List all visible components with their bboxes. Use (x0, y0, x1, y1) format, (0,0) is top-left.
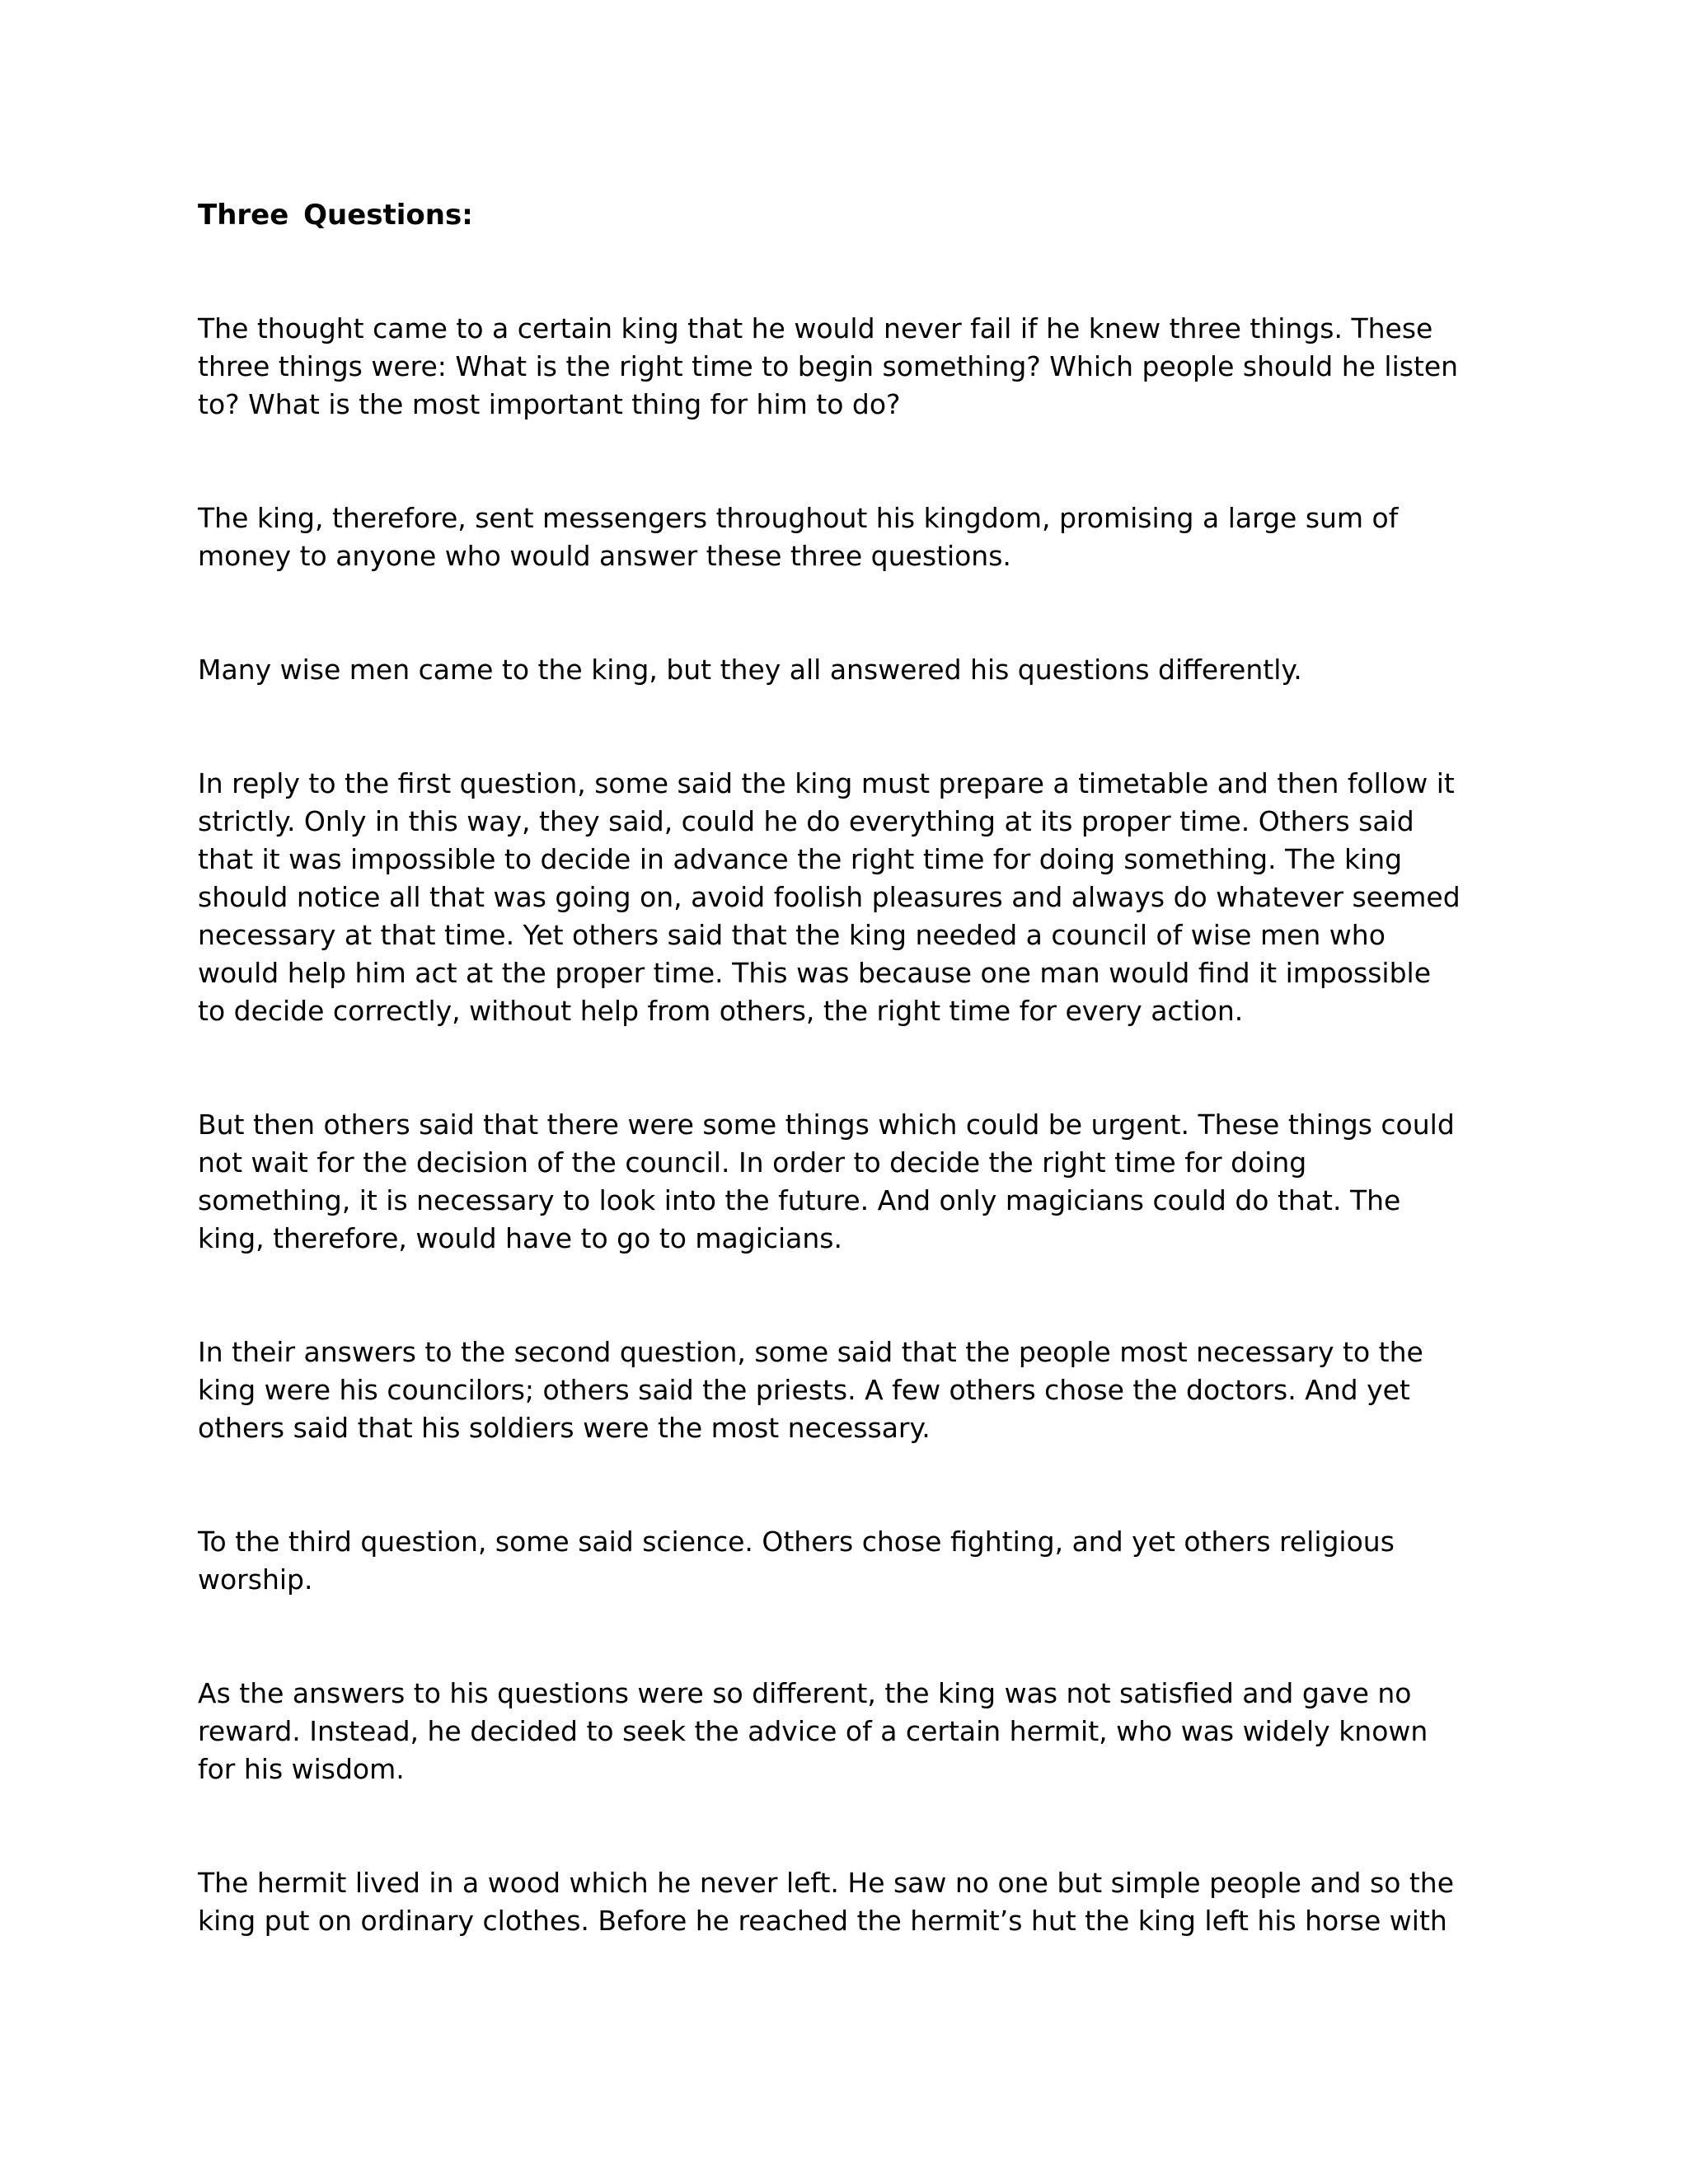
paragraph-6 (198, 1333, 1500, 1447)
text-line: to? What is the most important thing for him to do? (198, 388, 901, 420)
text-line: others said that his soldiers were the most necessary. (198, 1412, 931, 1444)
text-line: not wait for the decision of the council. In order to decide the right time for doing (198, 1146, 1307, 1179)
text-line: In reply to the first question, some said the king must prepare a timetable and then follow it (198, 767, 1455, 799)
text-line: to decide correctly, without help from others, the right time for every action. (198, 995, 1244, 1027)
text-line: worship. (198, 1563, 313, 1596)
paragraph-8 (198, 1675, 1500, 1788)
text-line: king were his councilors; others said the priests. A few others chose the doctors. And yet (198, 1374, 1410, 1406)
text-line: reward. Instead, he decided to seek the advice of a certain hermit, who was widely known (198, 1715, 1428, 1747)
text-line: The thought came to a certain king that he would never fail if he knew three things. These (198, 312, 1433, 344)
document-title: Three Questions: (198, 199, 473, 232)
paragraph-2 (198, 499, 1500, 575)
text-line: As the answers to his questions were so different, the king was not satisfied and gave no (198, 1677, 1412, 1709)
text-line: something, it is necessary to look into the future. And only magicians could do that. The (198, 1184, 1401, 1216)
text-line: strictly. Only in this way, they said, could he do everything at its proper time. Others said (198, 805, 1414, 837)
text-line: necessary at that time. Yet others said that the king needed a council of wise men who (198, 919, 1386, 951)
text-line: king, therefore, would have to go to magicians. (198, 1222, 842, 1254)
text-line: should notice all that was going on, avoid foolish pleasures and always do whatever seemed (198, 881, 1461, 913)
text-line: king put on ordinary clothes. Before he reached the hermit’s hut the king left his horse with (198, 1905, 1447, 1937)
text-line: But then others said that there were some things which could be urgent. These things could (198, 1108, 1455, 1141)
document-body (198, 196, 1500, 1940)
text-line: To the third question, some said science. Others chose fighting, and yet others religious (198, 1526, 1395, 1558)
paragraph-9 (198, 1864, 1500, 1940)
text-line: The king, therefore, sent messengers throughout his kingdom, promising a large sum of (198, 502, 1399, 534)
paragraph-1 (198, 310, 1500, 424)
text-line: would help him act at the proper time. This was because one man would find it impossible (198, 957, 1432, 989)
text-line: that it was impossible to decide in advance the right time for doing something. The king (198, 843, 1403, 875)
text-line: three things were: What is the right time to begin something? Which people should he listen (198, 350, 1459, 382)
paragraph-3 (198, 651, 1500, 689)
paragraph-5 (198, 1106, 1500, 1258)
paragraph-4 (198, 765, 1500, 1030)
text-line: money to anyone who would answer these three questions. (198, 540, 1011, 572)
text-line: In their answers to the second question, some said that the people most necessary to the (198, 1336, 1423, 1368)
text-line: Many wise men came to the king, but they all answered his questions differently. (198, 654, 1302, 686)
text-line: The hermit lived in a wood which he never left. He saw no one but simple people and so the (198, 1867, 1455, 1899)
paragraph-7 (198, 1523, 1500, 1599)
text-line: for his wisdom. (198, 1753, 405, 1785)
